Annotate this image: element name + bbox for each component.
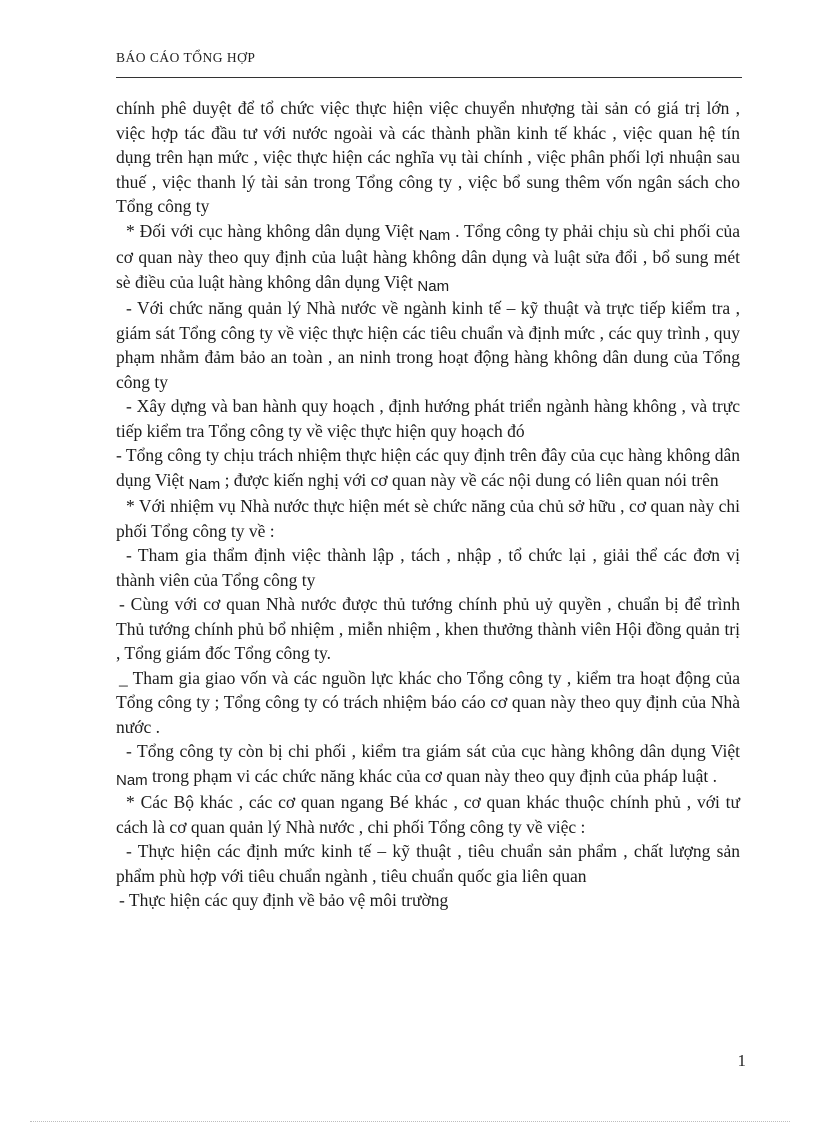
- body-text: [116, 96, 740, 913]
- paragraph-8: - Cùng với cơ quan Nhà nước được thủ tướng chính phủ uỷ quyền , chuẩn bị để trình Thủ tướng chính phủ bổ nhiệm , miễn nhiệm , khen thưởng thành viên Hội đồng quản trị , Tổng giám đốc Tổng công ty.: [116, 594, 740, 663]
- paragraph-2: [116, 219, 740, 297]
- paragraph-2-text-b: . Tổng công ty phải chịu sù chi phối của cơ quan này theo quy định của luật hàng không dân dụng và luật sửa đổi , bổ sung mét sè điều của luật hàng không dân dụng Việt: [116, 220, 741, 292]
- nam-word-1: Nam: [418, 226, 451, 244]
- paragraph-5-text-a: - Tổng công ty chịu trách nhiệm thực hiện các quy định trên đây của cục hàng không dân dụng Việt: [116, 445, 740, 490]
- nam-word-2: Nam: [417, 277, 450, 295]
- paragraph-2-text-a: * Đối với cục hàng không dân dụng Việt: [126, 220, 414, 241]
- paragraph-7: - Tham gia thẩm định việc thành lập , tách , nhập , tổ chức lại , giải thể các đơn vị thành viên của Tổng công ty: [116, 545, 740, 590]
- page-number: 1: [737, 1051, 746, 1070]
- paragraph-5-text-b: ; được kiến nghị với cơ quan này về các nội dung có liên quan nói trên: [224, 469, 719, 490]
- paragraph-5: [116, 443, 740, 494]
- paragraph-6: * Với nhiệm vụ Nhà nước thực hiện mét sè chức năng của chủ sở hữu , cơ quan này chi phối Tổng công ty về :: [116, 496, 740, 541]
- nam-word-4: Nam: [116, 771, 148, 789]
- paragraph-9: _ Tham gia giao vốn và các nguồn lực khác cho Tổng công ty , kiểm tra hoạt động của Tổng công ty ; Tổng công ty có trách nhiệm báo cáo cơ quan này theo quy định của Nhà nước .: [116, 667, 740, 737]
- footer-dotted-divider: [30, 1121, 790, 1122]
- paragraph-1: chính phê duyệt để tổ chức việc thực hiện việc chuyển nhượng tài sản có giá trị lớn , việc hợp tác đầu tư với nước ngoài và các thành phần kinh tế khác , việc quan hệ tín dụng trên hạn mức , việc thực hiện các nghĩa vụ tài chính , việc phân phối lợi nhuận sau thuế , việc thanh lý tài sản trong Tổng công ty , việc bổ sung thêm vốn ngân sách cho Tổng công ty: [116, 98, 740, 216]
- paragraph-12: - Thực hiện các định mức kinh tế – kỹ thuật , tiêu chuẩn sản phẩm , chất lượng sản phẩm phù hợp với tiêu chuẩn ngành , tiêu chuẩn quốc gia liên quan: [116, 841, 740, 886]
- paragraph-3: - Với chức năng quản lý Nhà nước về ngành kinh tế – kỹ thuật và trực tiếp kiểm tra , giám sát Tổng công ty về việc thực hiện các tiêu chuẩn và định mức , các quy trình , quy phạm nhằm đảm bảo an toàn , an ninh trong hoạt động hàng không dân dung của Tổng công ty: [116, 298, 740, 392]
- paragraph-11: * Các Bộ khác , các cơ quan ngang Bé khác , cơ quan khác thuộc chính phủ , với tư cách là cơ quan quản lý Nhà nước , chi phối Tổng công ty về việc :: [116, 792, 740, 837]
- paragraph-4: - Xây dựng và ban hành quy hoạch , định hướng phát triển ngành hàng không , và trực tiếp kiểm tra Tổng công ty về việc thực hiện quy hoạch đó: [116, 396, 740, 441]
- paragraph-10-text-b: trong phạm vi các chức năng khác của cơ quan này theo quy định của pháp luật .: [152, 765, 717, 786]
- paragraph-13: - Thực hiện các quy định về bảo vệ môi trường: [119, 890, 449, 910]
- paragraph-10-text-a: - Tổng công ty còn bị chi phối , kiểm tra giám sát của cục hàng không dân dụng Việt: [126, 741, 740, 761]
- header-divider: [116, 77, 742, 78]
- nam-word-3: Nam: [188, 475, 221, 493]
- paragraph-10: [116, 739, 740, 790]
- page-header-title: BÁO CÁO TỔNG HỢP: [116, 50, 256, 65]
